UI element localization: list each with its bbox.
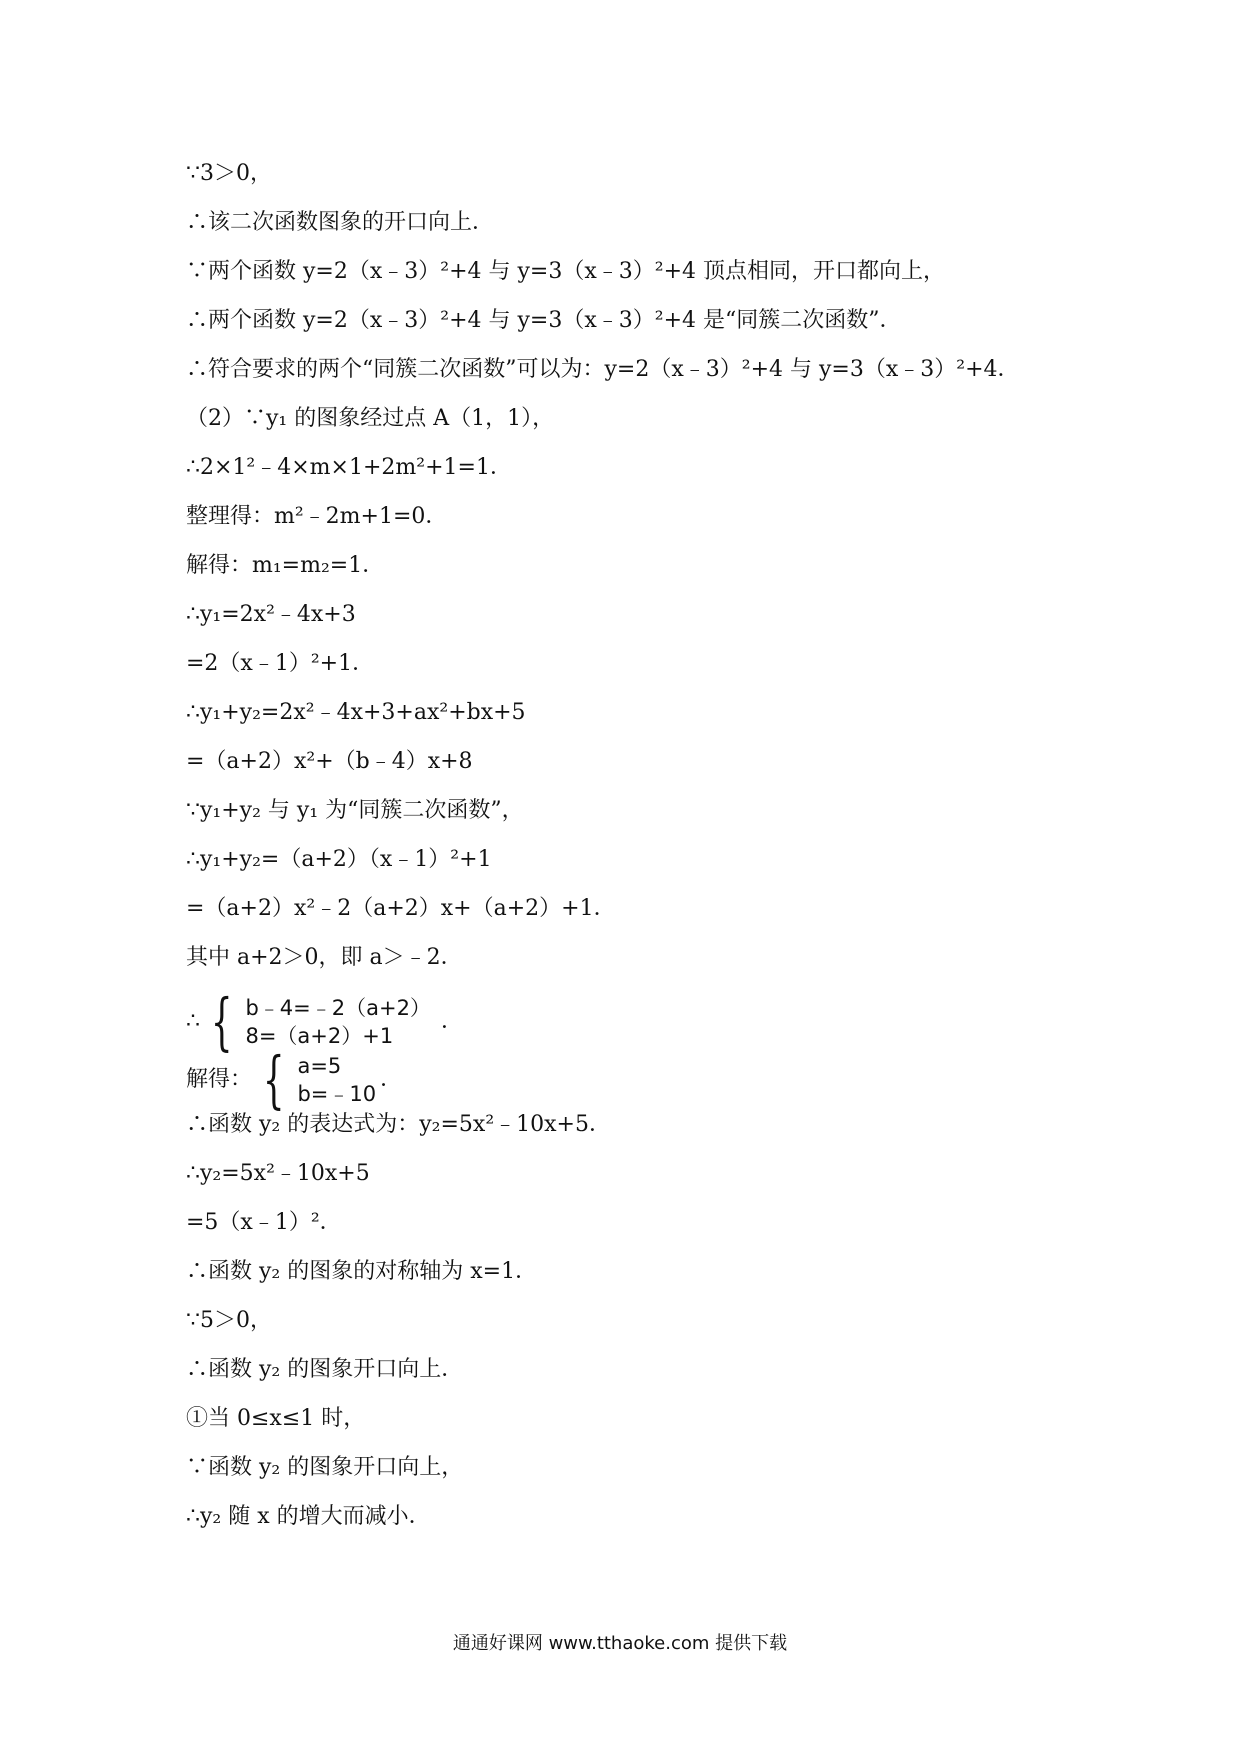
text-line: =（a+2）x²﹣2（a+2）x+（a+2）+1． — [186, 896, 616, 921]
text-line: ∴函数 y₂ 的图象的对称轴为 x=1． — [186, 1259, 538, 1284]
system-equation: b=﹣10 — [297, 1082, 377, 1106]
text-line: ∵两个函数 y=2（x﹣3）²+4 与 y=3（x﹣3）²+4 顶点相同，开口都向上， — [186, 259, 946, 284]
text-line: ∵y₁+y₂ 与 y₁ 为“同簇二次函数”， — [186, 798, 524, 823]
text-line: =5（x﹣1）²． — [186, 1210, 342, 1235]
text-line: 整理得：m²﹣2m+1=0． — [186, 504, 448, 529]
text-line: ∴该二次函数图象的开口向上． — [186, 210, 495, 235]
text-line: ∴y₂=5x²﹣10x+5 — [186, 1161, 370, 1186]
text-line: =（a+2）x²+（b﹣4）x+8 — [186, 749, 473, 774]
text-line: ①当 0≤x≤1 时， — [186, 1406, 366, 1431]
text-line: 解得：m₁=m₂=1． — [186, 553, 385, 578]
solution-text — [186, 158, 1066, 1550]
text-line: （2）∵y₁ 的图象经过点 A（1，1）， — [186, 406, 555, 431]
text-line: ∴两个函数 y=2（x﹣3）²+4 与 y=3（x﹣3）²+4 是“同簇二次函数”． — [186, 308, 902, 333]
system-prefix: ∴ — [186, 1009, 200, 1034]
text-line: 其中 a+2＞0，即 a＞﹣2． — [186, 945, 463, 970]
system-equation: b﹣4=﹣2（a+2） — [245, 996, 431, 1020]
text-line: ∵函数 y₂ 的图象开口向上， — [186, 1455, 464, 1480]
text-line: ∴y₂ 随 x 的增大而减小． — [186, 1504, 431, 1529]
system-equation: 8=（a+2）+1 — [245, 1024, 394, 1048]
system-equation: a=5 — [297, 1054, 342, 1078]
text-line: ∴2×1²﹣4×m×1+2m²+1=1． — [186, 455, 512, 480]
system-prefix: 解得： — [186, 1067, 253, 1092]
text-line: ∵5＞0， — [186, 1308, 272, 1333]
text-line: ∴y₁=2x²﹣4x+3 — [186, 602, 356, 627]
text-line: ∴y₁+y₂=2x²﹣4x+3+ax²+bx+5 — [186, 700, 526, 725]
text-line: ∴函数 y₂ 的图象开口向上． — [186, 1357, 464, 1382]
text-line: ∵3＞0， — [186, 161, 272, 186]
equation-system-1 — [186, 985, 1066, 1058]
text-line: ∴y₁+y₂=（a+2）（x﹣1）²+1 — [186, 847, 492, 872]
text-line: ∴符合要求的两个“同簇二次函数”可以为：y=2（x﹣3）²+4 与 y=3（x﹣3）²+4． — [186, 357, 1020, 382]
system-suffix: ． — [380, 1067, 403, 1092]
left-brace: { — [210, 985, 233, 1058]
left-brace: { — [262, 1043, 285, 1116]
system-suffix: ． — [440, 1009, 463, 1034]
page-footer: 通通好课网 www.tthaoke.com 提供下载 — [452, 1633, 788, 1654]
text-line: ∴函数 y₂ 的表达式为：y₂=5x²﹣10x+5． — [186, 1112, 611, 1137]
equation-system-2 — [186, 1043, 1066, 1116]
text-line: =2（x﹣1）²+1． — [186, 651, 375, 676]
